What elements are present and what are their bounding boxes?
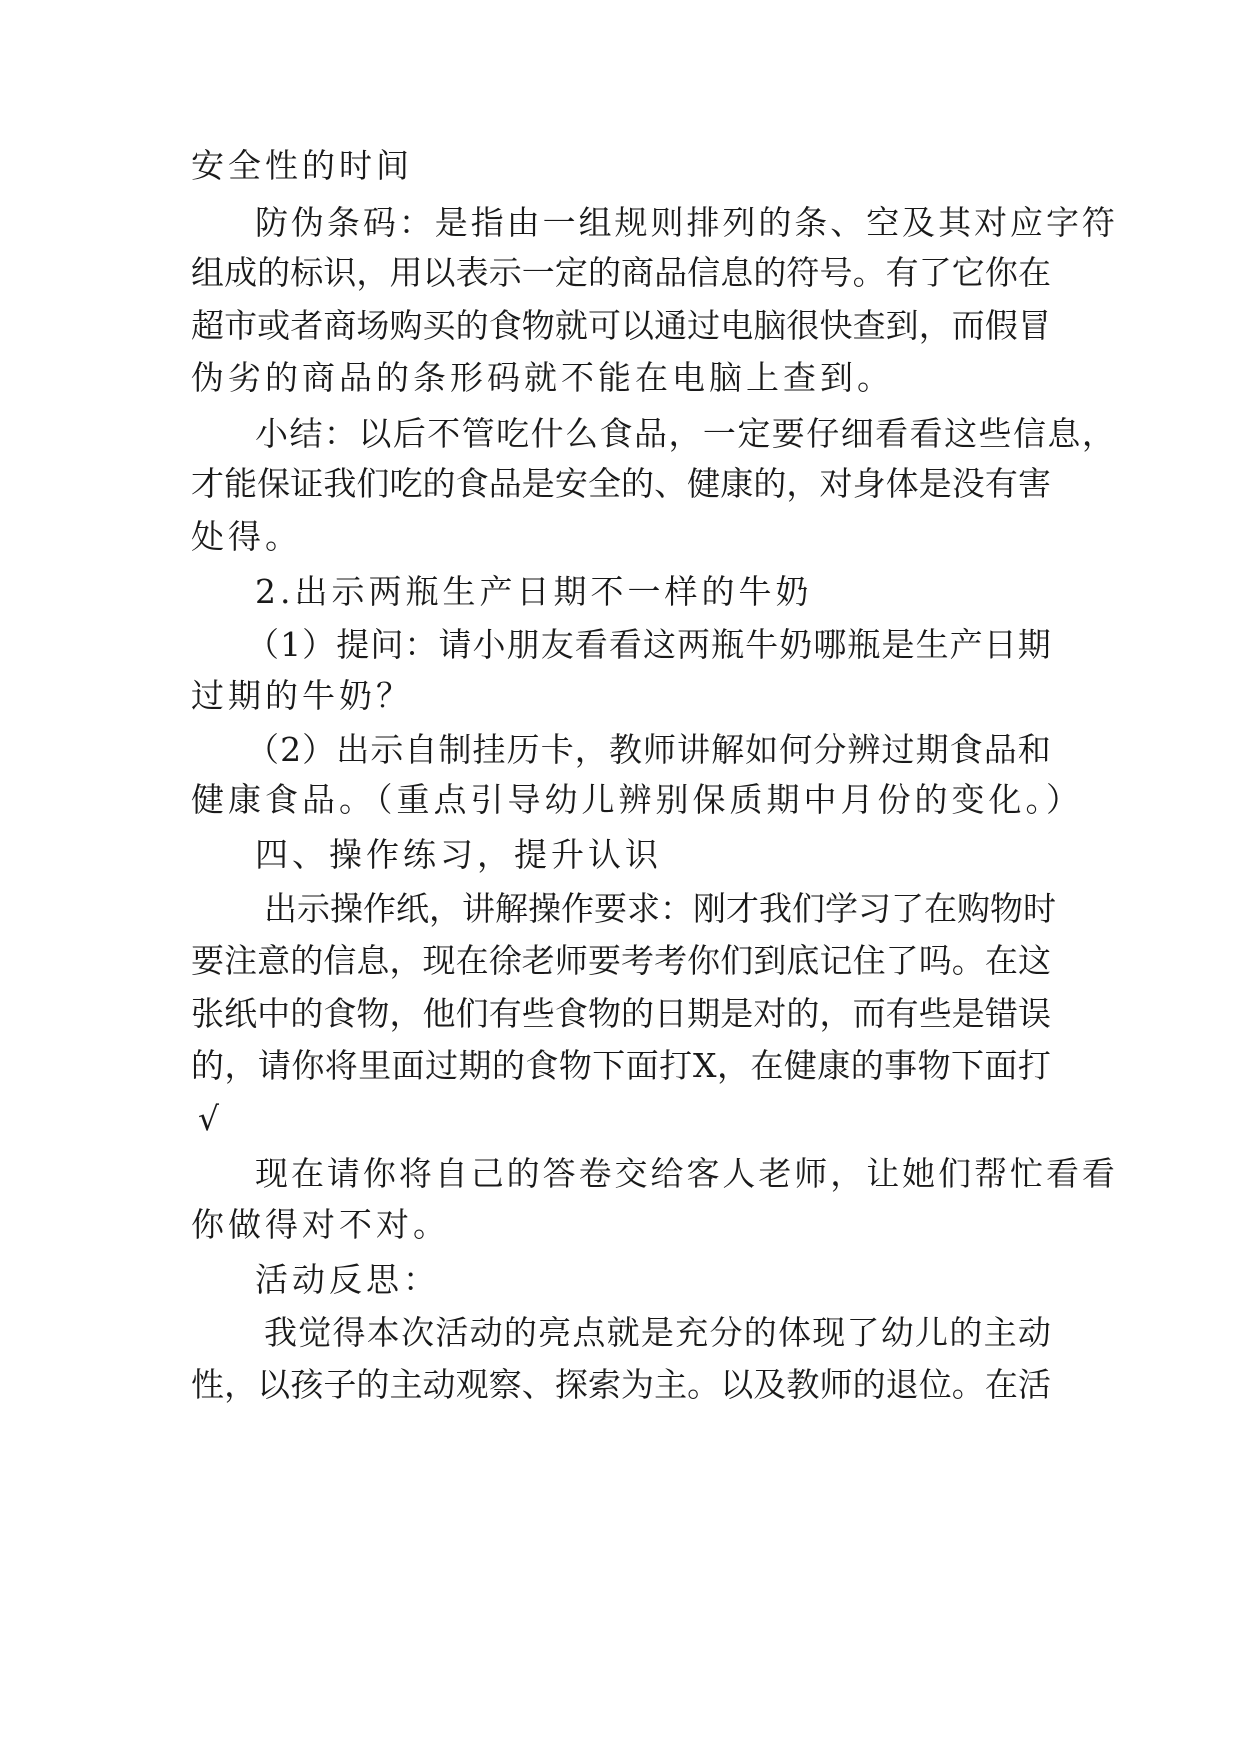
text-line: 小 结 ： 以 后 不 管 吃 什 么 食 品 ， 一 定 要 仔 细 看 看 这 些 信 息 ， [255, 414, 1115, 453]
text-line: 处得。 [191, 517, 302, 556]
text-line: （ 1 ） 提 问 ： 请 小 朋 友 看 看 这 两 瓶 牛 奶 哪 瓶 是 生 产 日 期 [246, 625, 1051, 664]
text-line: 健康食品。（重点引导幼儿辨别保质期中月份的变化。） [191, 780, 1083, 819]
text-line: 出 示 操 作 纸 ， 讲 解 操 作 要 求 ： 刚 才 我 们 学 习 了 在 购 物 时 [264, 889, 1056, 928]
text-line: 我 觉 得 本 次 活 动 的 亮 点 就 是 充 分 的 体 现 了 幼 儿 的 主 动 [264, 1313, 1051, 1352]
text-line: 现 在 请 你 将 自 己 的 答 卷 交 给 客 人 老 师 ， 让 她 们 帮 忙 看 看 [255, 1154, 1115, 1193]
text-line: 的 ， 请 你 将 里 面 过 期 的 食 物 下 面 打 X ， 在 健 康 的 事 物 下 面 打 [191, 1046, 1051, 1085]
text-line: 性 ， 以 孩 子 的 主 动 观 察 、 探 索 为 主 。 以 及 教 师 的 退 位 。 在 活 [191, 1365, 1051, 1404]
text-line: 才 能 保 证 我 们 吃 的 食 品 是 安 全 的 、 健 康 的 ， 对 身 体 是 没 有 害 [191, 464, 1051, 503]
text-line: 你做得对不对。 [191, 1205, 450, 1244]
text-line: 安全性的时间 [191, 146, 413, 185]
text-line: 超 市 或 者 商 场 购 买 的 食 物 就 可 以 通 过 电 脑 很 快 查 到 ， 而 假 冒 [191, 306, 1051, 345]
section-heading: 活动反思： [255, 1260, 440, 1299]
text-line: 伪劣的商品的条形码就不能在电脑上查到。 [191, 358, 894, 397]
text-line: （ 2 ） 出 示 自 制 挂 历 卡 ， 教 师 讲 解 如 何 分 辨 过 期 食 品 和 [246, 730, 1051, 769]
text-line: 2.出示两瓶生产日期不一样的牛奶 [255, 572, 813, 611]
text-line: 过期的牛奶？ [191, 676, 413, 715]
text-line: 张 纸 中 的 食 物 ， 他 们 有 些 食 物 的 日 期 是 对 的 ， 而 有 些 是 错 误 [191, 994, 1051, 1033]
text-line: 组 成 的 标 识 ， 用 以 表 示 一 定 的 商 品 信 息 的 符 号 。 有 了 它 你 在 [191, 253, 1051, 292]
section-heading: 四、操作练习，提升认识 [255, 835, 662, 874]
checkmark-line: √ [198, 1099, 224, 1138]
text-line: 防 伪 条 码 ： 是 指 由 一 组 规 则 排 列 的 条 、 空 及 其 对 应 字 符 [255, 203, 1115, 242]
text-line: 要 注 意 的 信 息 ， 现 在 徐 老 师 要 考 考 你 们 到 底 记 住 了 吗 。 在 这 [191, 941, 1051, 980]
